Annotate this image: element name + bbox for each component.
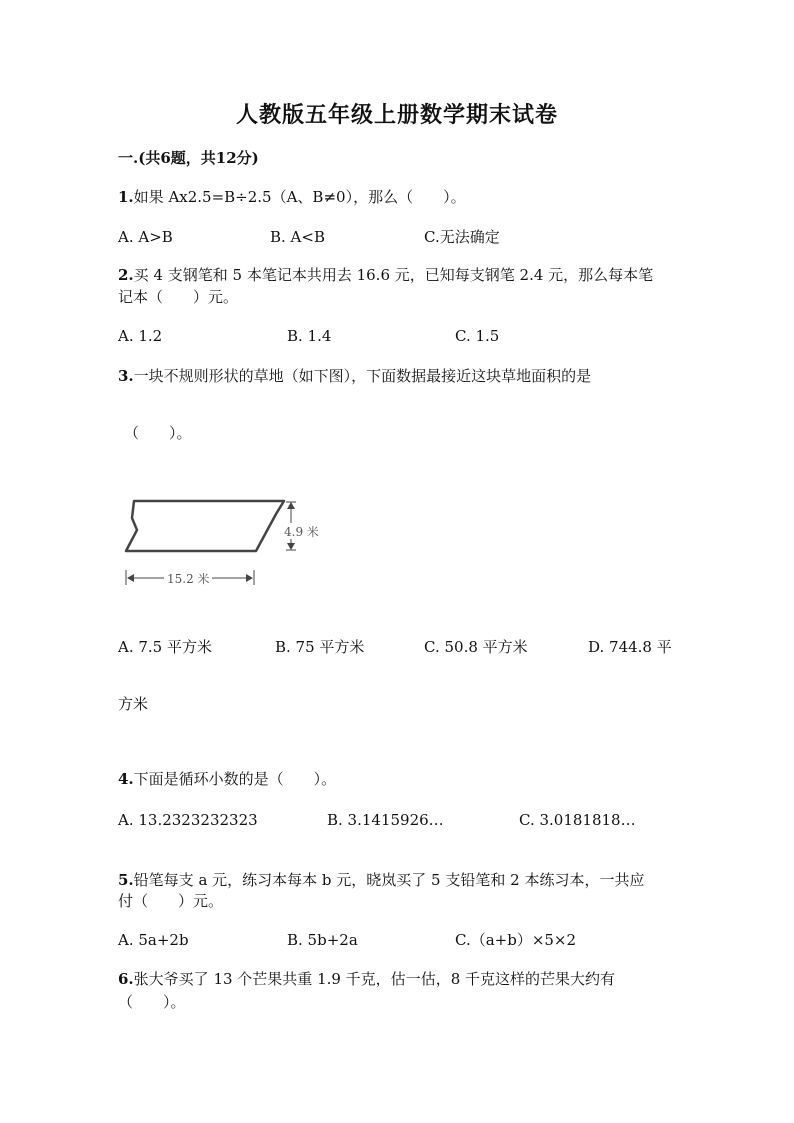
option-c: C. 50.8 平方米 xyxy=(424,638,528,656)
page-title: 人教版五年级上册数学期末试卷 xyxy=(235,102,558,128)
question-number: 4. xyxy=(118,770,134,788)
height-label: 4.9 米 xyxy=(284,525,319,539)
option-c: C. 3.0181818… xyxy=(519,811,636,829)
question-6-line-2: （ ）。 xyxy=(118,993,186,1011)
option-b: B. 75 平方米 xyxy=(275,638,365,656)
question-stem: 如果 Ax2.5=B÷2.5（A、B≠0），那么（ ）。 xyxy=(133,188,466,206)
option-a: A. 5a+2b xyxy=(118,931,189,949)
option-c: C.（a+b）×5×2 xyxy=(455,931,577,949)
option-c: C.无法确定 xyxy=(424,228,500,246)
option-c: C. 1.5 xyxy=(455,327,500,345)
question-number: 3. xyxy=(118,367,134,385)
question-4-text xyxy=(118,769,336,789)
question-2-line-1 xyxy=(118,265,653,285)
question-3-line-1 xyxy=(118,366,591,386)
section-heading: 一.(共6题，共12分) xyxy=(118,149,259,167)
option-b: B. 5b+2a xyxy=(287,931,358,949)
option-a: A. 7.5 平方米 xyxy=(118,638,212,656)
question-3-line-2: （ ）。 xyxy=(124,424,192,442)
question-6-line-1 xyxy=(118,969,615,989)
question-stem: 张大爷买了 13 个芒果共重 1.9 千克，估一估，8 千克这样的芒果大约有 xyxy=(133,970,616,988)
question-number: 6. xyxy=(118,970,134,988)
width-label: 15.2 米 xyxy=(167,572,210,586)
question-stem: 买 4 支钢笔和 5 本笔记本共用去 16.6 元，已知每支钢笔 2.4 元，那么每本笔 xyxy=(133,266,654,284)
option-d-wrap: 方米 xyxy=(118,695,149,713)
option-b: B. 1.4 xyxy=(287,327,332,345)
question-number: 2. xyxy=(118,266,134,284)
question-number: 1. xyxy=(118,188,134,206)
question-5-line-2: 付（ ）元。 xyxy=(118,892,224,910)
question-stem: 铅笔每支 a 元，练习本每本 b 元，晓岚买了 5 支铅笔和 2 本练习本，一共应 xyxy=(133,871,645,889)
question-stem: 一块不规则形状的草地（如下图），下面数据最接近这块草地面积的是 xyxy=(133,367,592,385)
question-5-line-1 xyxy=(118,870,644,890)
question-number: 5. xyxy=(118,871,134,889)
option-d: D. 744.8 平 xyxy=(588,638,672,656)
option-a: A. 1.2 xyxy=(118,327,163,345)
option-a: A. 13.2323232323 xyxy=(118,811,258,829)
grass-plot-figure xyxy=(110,490,340,590)
option-b: B. 3.1415926… xyxy=(327,811,444,829)
option-a: A. A>B xyxy=(118,228,173,246)
question-2-line-2: 记本（ ）元。 xyxy=(118,288,239,306)
grass-plot-shape xyxy=(126,501,284,551)
option-b: B. A<B xyxy=(270,228,325,246)
question-1-text xyxy=(118,187,466,207)
question-stem: 下面是循环小数的是（ ）。 xyxy=(133,770,337,788)
